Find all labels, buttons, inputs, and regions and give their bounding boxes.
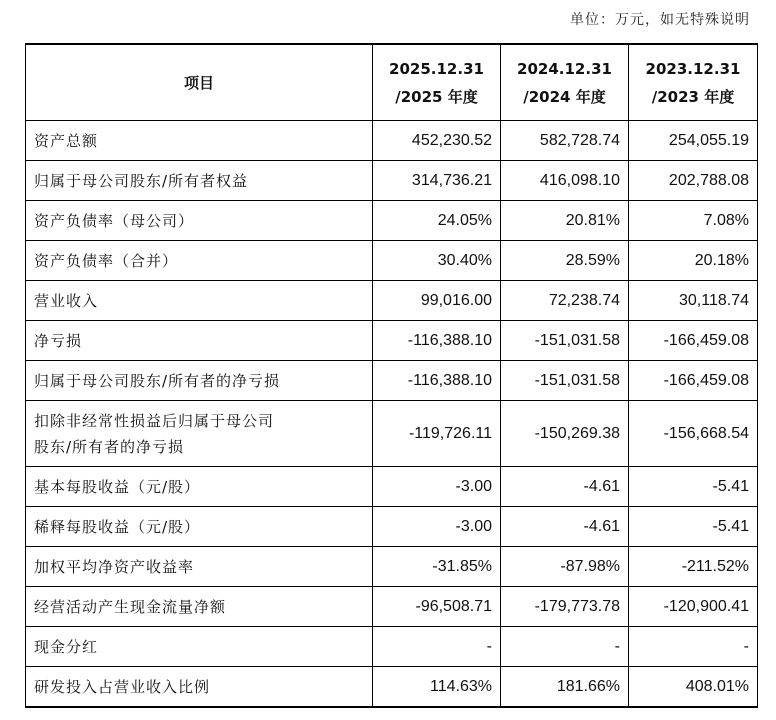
row-value-2024: 582,728.74 xyxy=(501,121,629,161)
row-value-2023: -120,900.41 xyxy=(629,587,758,627)
unit-note: 单位：万元，如无特殊说明 xyxy=(570,12,750,28)
row-value-2025: - xyxy=(373,627,501,667)
row-value-2023: -166,459.08 xyxy=(629,321,758,361)
table-row xyxy=(26,587,758,627)
table-row xyxy=(26,627,758,667)
table-row xyxy=(26,467,758,507)
table-row xyxy=(26,401,758,467)
row-value-2023: 254,055.19 xyxy=(629,121,758,161)
header-year: /2023 年度 xyxy=(651,87,735,106)
row-value-2023: 202,788.08 xyxy=(629,161,758,201)
header-date: 2023.12.31 xyxy=(645,59,741,78)
row-value-2025: 314,736.21 xyxy=(373,161,501,201)
row-value-2025: -119,726.11 xyxy=(373,401,501,467)
row-value-2024: -87.98% xyxy=(501,547,629,587)
table-header-row xyxy=(26,44,758,121)
row-value-2023: 408.01% xyxy=(629,667,758,708)
row-label: 现金分红 xyxy=(26,627,373,667)
header-year: /2024 年度 xyxy=(523,87,606,106)
row-value-2025: -31.85% xyxy=(373,547,501,587)
row-label: 加权平均净资产收益率 xyxy=(26,547,373,587)
row-label: 归属于母公司股东/所有者权益 xyxy=(26,161,373,201)
row-label: 经营活动产生现金流量净额 xyxy=(26,587,373,627)
table-row xyxy=(26,361,758,401)
row-label: 归属于母公司股东/所有者的净亏损 xyxy=(26,361,373,401)
row-label: 研发投入占营业收入比例 xyxy=(26,667,373,708)
row-value-2023: -156,668.54 xyxy=(629,401,758,467)
table-row xyxy=(26,667,758,708)
row-label: 营业收入 xyxy=(26,281,373,321)
row-value-2025: -116,388.10 xyxy=(373,321,501,361)
row-value-2023: -166,459.08 xyxy=(629,361,758,401)
row-value-2024: - xyxy=(501,627,629,667)
header-year: /2025 年度 xyxy=(395,87,478,106)
row-label: 资产总额 xyxy=(26,121,373,161)
table-row xyxy=(26,547,758,587)
row-value-2023: -5.41 xyxy=(629,467,758,507)
row-value-2023: -211.52% xyxy=(629,547,758,587)
header-col-2025 xyxy=(373,44,501,121)
row-value-2024: -179,773.78 xyxy=(501,587,629,627)
row-value-2024: 181.66% xyxy=(501,667,629,708)
row-value-2025: 99,016.00 xyxy=(373,281,501,321)
row-value-2023: 7.08% xyxy=(629,201,758,241)
header-date: 2025.12.31 xyxy=(389,59,484,78)
row-label-line1: 扣除非经常性损益后归属于母公司 xyxy=(34,411,275,430)
row-label xyxy=(26,401,373,467)
row-value-2025: 24.05% xyxy=(373,201,501,241)
row-value-2025: -116,388.10 xyxy=(373,361,501,401)
row-value-2023: -5.41 xyxy=(629,507,758,547)
row-label: 稀释每股收益（元/股） xyxy=(26,507,373,547)
financial-table xyxy=(25,43,758,708)
row-value-2024: 72,238.74 xyxy=(501,281,629,321)
row-value-2025: -3.00 xyxy=(373,507,501,547)
row-label: 资产负债率（合并） xyxy=(26,241,373,281)
header-col-2023 xyxy=(629,44,758,121)
table-row xyxy=(26,281,758,321)
row-value-2025: 114.63% xyxy=(373,667,501,708)
row-label-line2: 股东/所有者的净亏损 xyxy=(34,437,185,456)
table-row xyxy=(26,241,758,281)
table-row xyxy=(26,121,758,161)
row-value-2024: 28.59% xyxy=(501,241,629,281)
header-item-label: 项目 xyxy=(26,44,373,121)
row-value-2025: -3.00 xyxy=(373,467,501,507)
row-value-2023: - xyxy=(629,627,758,667)
row-value-2023: 30,118.74 xyxy=(629,281,758,321)
row-value-2024: -150,269.38 xyxy=(501,401,629,467)
row-value-2025: -96,508.71 xyxy=(373,587,501,627)
row-value-2024: -4.61 xyxy=(501,507,629,547)
row-value-2024: -151,031.58 xyxy=(501,321,629,361)
row-value-2025: 30.40% xyxy=(373,241,501,281)
row-label: 资产负债率（母公司） xyxy=(26,201,373,241)
row-value-2023: 20.18% xyxy=(629,241,758,281)
row-value-2024: 20.81% xyxy=(501,201,629,241)
header-date: 2024.12.31 xyxy=(517,59,612,78)
header-col-2024 xyxy=(501,44,629,121)
table-row xyxy=(26,161,758,201)
row-value-2024: -151,031.58 xyxy=(501,361,629,401)
row-value-2024: -4.61 xyxy=(501,467,629,507)
table-row xyxy=(26,321,758,361)
table-row xyxy=(26,201,758,241)
table-row xyxy=(26,507,758,547)
row-value-2024: 416,098.10 xyxy=(501,161,629,201)
row-value-2025: 452,230.52 xyxy=(373,121,501,161)
row-label: 基本每股收益（元/股） xyxy=(26,467,373,507)
row-label: 净亏损 xyxy=(26,321,373,361)
